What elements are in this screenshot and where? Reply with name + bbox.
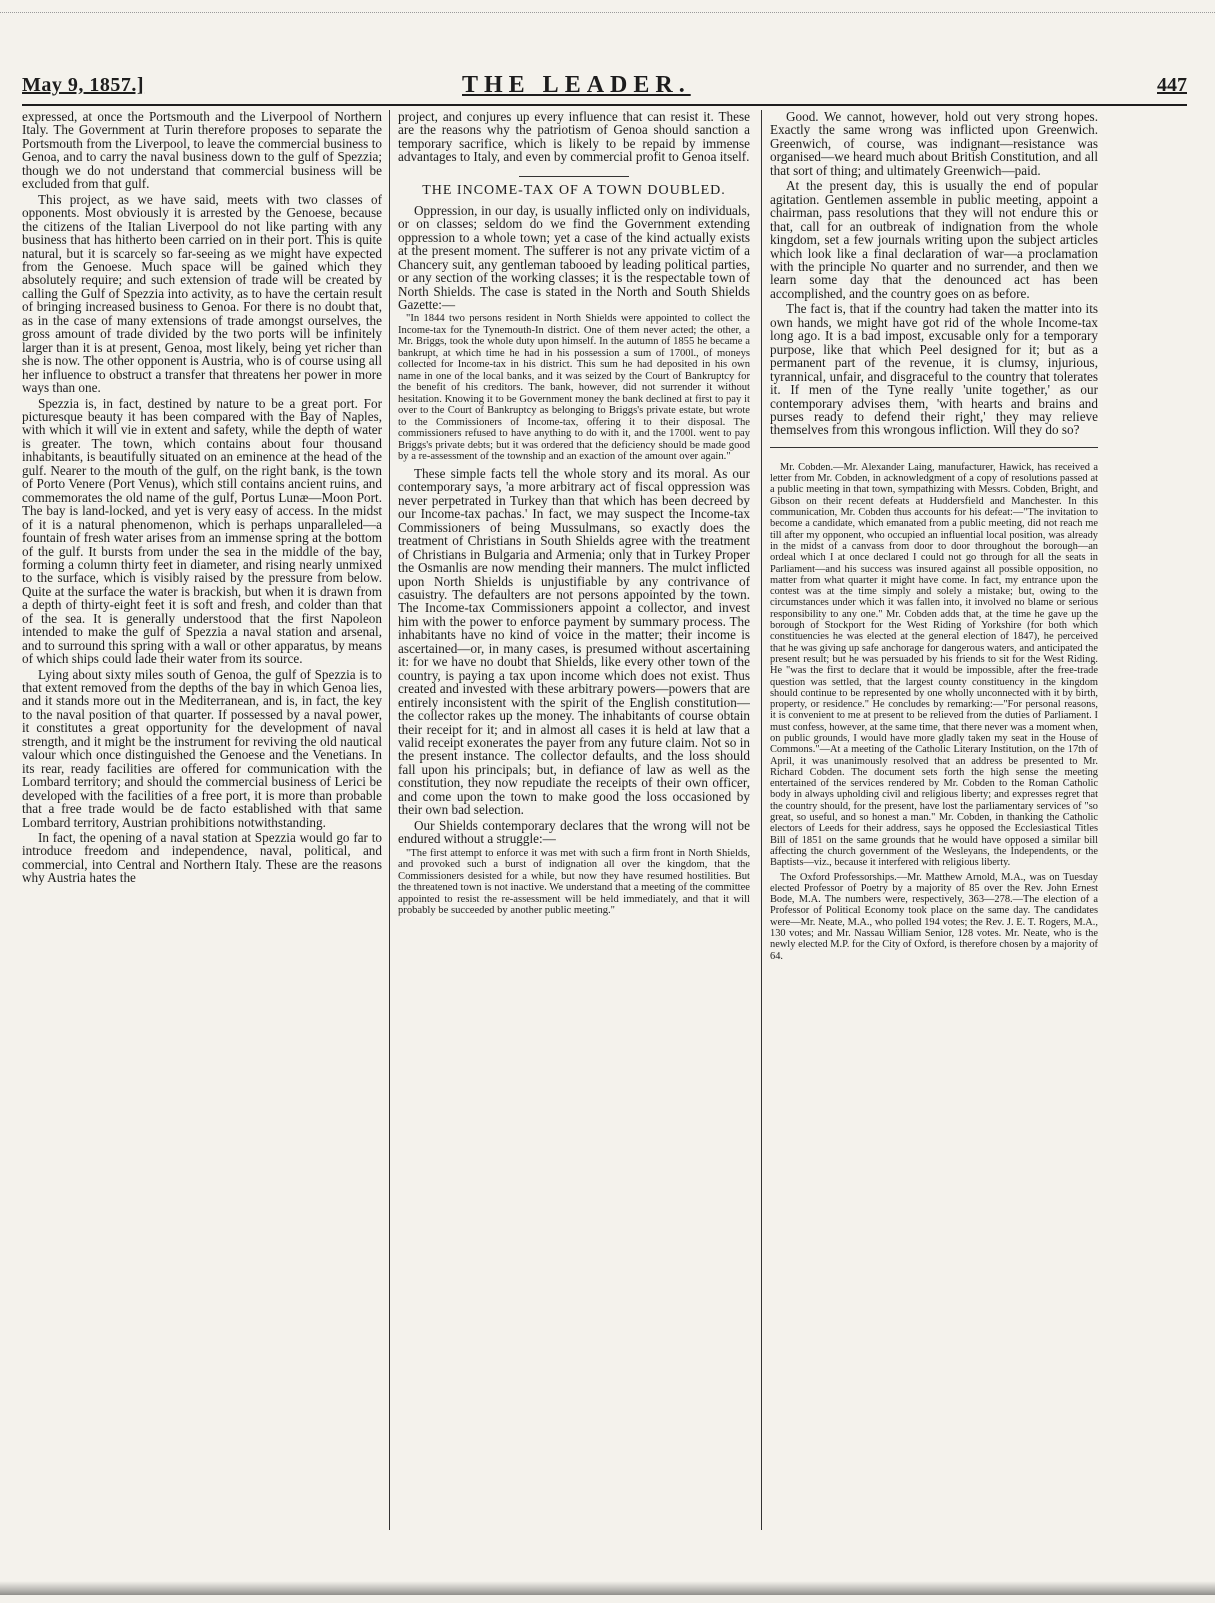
paragraph: This project, as we have said, meets with two classes of opponents. Most obviously it is arrested by the Genoese, because the citizens of the Italian Liverpool do not like parting with any business that has hitherto been carried on in their port. This is quite natural, but it is scarcely so far-seeing as we might have expected from the Genoese. Much space will be gained which they absolutely require; and such extension of trade will be created by calling the Gulf of Spezzia into activity, as to have the certain result of bringing increased business to Genoa. For there is no doubt that, as in the case of many extensions of trade amongst ourselves, the gross amount of trade divided by the two ports will be infinitely larger than it is at present, Genoa, most likely, being yet richer than she is now. The other opponent is Austria, who is of course using all her influence to obstruct a transfer that threatens her power in more ways than one. [22,191,382,396]
paragraph: Spezzia is, in fact, destined by nature to be a great port. For picturesque beauty it has been compared with the Bay of Naples, with which it will vie in extent and safety, while the depth of water is greater. The town, which contains about four thousand inhabitants, is beautifully situated on an eminence at the head of the gulf. Nearer to the mouth of the gulf, on the right bank, is the town of Porto Venere (Port Venus), which still contains ancient ruins, and commemorates the old name of the gulf, Portus Lunæ—Moon Port. The bay is land-locked, and yet is very easy of access. In the midst of it is a natural phenomenon, which is perhaps unparalleled—a fountain of fresh water arises from an immense spring at the bottom of the gulf. It bursts from under the sea in the middle of the bay, forming a column thirty feet in diameter, and rising nearly unmixed to the surface, which is visibly raised by the pressure from below. Quite at the surface the water is brackish, but when it is drawn from a depth of thirty-eight feet it is soft and fresh, and colder than that of the sea. It is generally understood that the first Napoleon intended to make the gulf of Spezzia a naval station and arsenal, and to surround this spring with a wall or other apparatus, by means of which ships could lade their water from its source. [22,395,382,667]
paragraph: At the present day, this is usually the end of popular agitation. Gentlemen assemble in public meeting, appoint a chairman, pass resolutions that they will not endure this or that, call for an outbreak of indignation from the whole kingdom, set a few journals writing upon the subject articles which look like a final declaration of war—a proclamation with the principle No quarter and no surrender, and then we learn some day that the denounced act has been accomplished, and the country goes on as before. [770,178,1098,301]
block-quote: "In 1844 two persons resident in North Shields were appointed to collect the Income-tax for the Tynemouth-In district. One of them never acted; the other, a Mr. Briggs, took the whole duty upon himself. In the autumn of 1855 he became a bankrupt, at which time he had in his possession a sum of 1700l., of moneys collected for Income-tax in his district. This sum he had deposited in his own name in one of the local banks, and it was seized by the Court of Bankruptcy for the benefit of his creditors. The bank, however, did not surrender it without hesitation. Knowing it to be Government money the bank declined at first to pay it over to the Court of Bankruptcy as belonging to Briggs's private estate, but wrote to the Commissioners of Income-tax, offering it to their disposal. The commissioners refused to have anything to do with it, and the 1700l. went to pay Briggs's private debts; but it was ordered that the deficiency should be made good by a re-assessment of the township and an exaction of the amount over again." [398,313,750,463]
top-edge-rule [0,2,1215,13]
news-item: The Oxford Professorships.—Mr. Matthew Arnold, M.A., was on Tuesday elected Professor of Poetry by a majority of 85 over the Rev. John Ernest Bode, M.A. The numbers were, respectively, 363—278.—The election of a Professor of Political Economy took place on the same day. The candidates were—Mr. Neate, M.A., who polled 194 votes; the Rev. J. E. T. Rogers, M.A., 130 votes; and Mr. Nassau William Senior, 128 votes. Mr. Neate, who is the newly elected M.P. for the City of Oxford, is therefore chosen by a majority of 64. [770,871,1098,962]
bottom-edge-shadow [0,1581,1215,1595]
paragraph: Lying about sixty miles south of Genoa, the gulf of Spezzia is to that extent removed from the depths of the bay in which Genoa lies, and it stands more out in the Mediterranean, and is, in fact, the key to the naval position of that quarter. If possessed by a naval power, it constitutes a great opportunity for the development of naval strength, and it might be the instrument for reviving the old nautical valour which once distinguished the Genoese and the Venetians. In its rear, ready facilities are offered for communication with the Lombard territory; and should the commercial business of Lerici be developed with the facilities of a free port, it is more than probable that a free trade would be de facto established with that same Lombard territory, Austrian prohibitions notwithstanding. [22,666,382,830]
page-header [22,74,1187,104]
paragraph: Our Shields contemporary declares that the wrong will not be endured without a struggle:— [398,817,750,847]
column-2 [398,110,750,1560]
issue-date: May 9, 1857.] [22,74,145,96]
paragraph: The fact is, that if the country had taken the matter into its own hands, we might have got rid of the whole Income-tax long ago. It is a bad impost, excusable only for a temporary purpose, like that which Peel designed for it; but as a permanent part of the revenue, it is clumsy, injurious, tyrannical, unfair, and disgraceful to the country that tolerates it. If men of the Tyne really 'unite together,' as our contemporary advises them, 'with hearts and brains and purses ready to defend their right,' they may relieve themselves from this wrongous infliction. Will they do so? [770,301,1098,438]
column-1 [22,110,382,1560]
column-3 [770,110,1098,1560]
section-rule [519,176,629,177]
column-divider [389,110,390,1530]
page-number: 447 [1157,74,1187,96]
block-quote: "The first attempt to enforce it was met with such a firm front in North Shields, and provoked such a burst of indignation all over the kingdom, that the Commissioners desisted for a while, but now they have resumed hostilities. But the threatened town is not inactive. We understand that a meeting of the committee appointed to resist the re-assessment will be held immediately, and that it will probably be succeeded by another public meeting." [398,847,750,917]
paragraph: Oppression, in our day, is usually inflicted only on individuals, or on classes; seldom do we find the Government extending oppression to a whole town; yet a case of the kind actually exists at the present moment. The sufferer is not any private victim of a Chancery suit, any gentleman tabooed by leading political parties, or any section of the working classes; it is the respectable town of North Shields. The case is stated in the North and South Shields Gazette:— [398,202,750,312]
news-item: Mr. Cobden.—Mr. Alexander Laing, manufacturer, Hawick, has received a letter from Mr. Cobden, in acknowledgment of a copy of resolutions passed at a public meeting in that town, sympathizing with Messrs. Cobden, Bright, and Gibson on their recent defeats at Huddersfield and Manchester. In this communication, Mr. Cobden thus accounts for his defeat:—"The invitation to become a candidate, which emanated from a public meeting, did not reach me till after my opponent, who occupied an influential local position, was already in the midst of a canvass from door to door throughout the borough—an ordeal which I at once declared I could not go through for all the seats in Parliament—and his success was insured against all possible opposition, no matter from what quarter it might have come. In fact, my entrance upon the contest was at the time simply and solely a mistake; but, owing to the circumstances under which it was fallen into, it involved no blame or serious responsibility to any one." Mr. Cobden adds that, at the time he gave up the borough of Stockport for the West Riding of Yorkshire (for both which constituencies he was elected at the general election of 1847), he perceived that he was giving up safe anchorage for dangerous waters, and anticipated the present result; but he was persuaded by his friends to sit for the West Riding. He "was the first to declare that it would be impossible, after the free-trade question was settled, that the largest county constituency in the kingdom should continue to be represented by one wholly unconnected with it by birth, property, or residence." He concludes by remarking:—"For personal reasons, it is convenient to me at present to be relieved from the duties of Parliament. I must confess, however, at the same time, that there never was a moment when, on public grounds, I would have more gladly taken my seat in the House of Commons."—At a meeting of the Catholic Literary Institution, on the 17th of April, it was unanimously resolved that an address be presented to Mr. Richard Cobden. The document sets forth the high sense the meeting entertained of the services rendered by Mr. Cobden to the Roman Catholic body in always upholding civil and religious liberty; and expresses regret that the country should, for the present, have lost the parliamentary services of "so great, so useful, and so honest a man." Mr. Cobden, in thanking the Catholic electors of Leeds for their address, says he opposed the Ecclesiastical Titles Bill of 1851 on the same grounds that he would have opposed a similar bill affecting the church government of the Wesleyans, the Independents, or the Baptists—viz., because it interfered with religious liberty. [770,461,1098,869]
paragraph: In fact, the opening of a naval station at Spezzia would go far to introduce freedom and independence, naval, political, and commercial, into Central and Northern Italy. These are the reasons why Austria hates the [22,830,382,886]
paragraph: project, and conjures up every influence that can resist it. These are the reasons why the patriotism of Genoa should sanction a temporary sacrifice, which is likely to be repaid by immense advantages to Italy, and even by commercial profit to Genoa itself. [398,110,750,165]
article-heading: THE INCOME-TAX OF A TOWN DOUBLED. [422,182,726,198]
paragraph: Good. We cannot, however, hold out very strong hopes. Exactly the same wrong was inflicted upon Greenwich. Greenwich, of course, was indignant—resistance was organised—we heard much about British Constitution, and all that sort of thing; and ultimately Greenwich—paid. [770,110,1098,178]
paragraph: These simple facts tell the whole story and its moral. As our contemporary says, 'a more arbitrary act of fiscal oppression was never perpetrated in Turkey than that which has been decreed by our Income-tax pachas.' In fact, we may suspect the Income-tax Commissioners of being Mussulmans, so exactly does the treatment of Christians in South Shields agree with the treatment of Christians in Bulgaria and Armenia; only that in Turkey Proper the Osmanlis are now mending their manners. The mulct inflicted upon North Shields is unjustifiable by any contrivance of casuistry. The defaulters are not persons appointed by the town. The Income-tax Commissioners appoint a collector, and invest him with the power to enforce payment by summary process. The inhabitants have no kind of voice in the matter; their income is ascertained—or, in many cases, is presumed without ascertaining it: for we have no doubt that Shields, like every other town of the country, is paying a tax upon income which does not exist. Thus created and invested with these arbitrary powers—powers that are entirely inconsistent with the spirit of the English constitution—the collector rakes up the money. The inhabitants of course obtain their receipt for it; and in almost all cases it is held at law that a valid receipt exonerates the payer from any future claim. Not so in the present instance. The collector defaults, and the loss should fall upon his principals; but, in defiance of law as well as the constitution, they now repudiate the receipts of their own officer, and come upon the town to make good the loss occasioned by their own bad selection. [398,465,750,818]
header-rule [22,104,1187,106]
newspaper-title: THE LEADER. [462,72,691,98]
section-rule [770,447,1098,448]
column-divider [761,110,762,1530]
paragraph: expressed, at once the Portsmouth and the Liverpool of Northern Italy. The Government at Turin therefore proposes to separate the Portsmouth from the Liverpool, to leave the commercial business to Genoa, and to carry the naval business down to the gulf of Spezzia; though we do not understand that commercial business will be excluded from that gulf. [22,110,382,192]
